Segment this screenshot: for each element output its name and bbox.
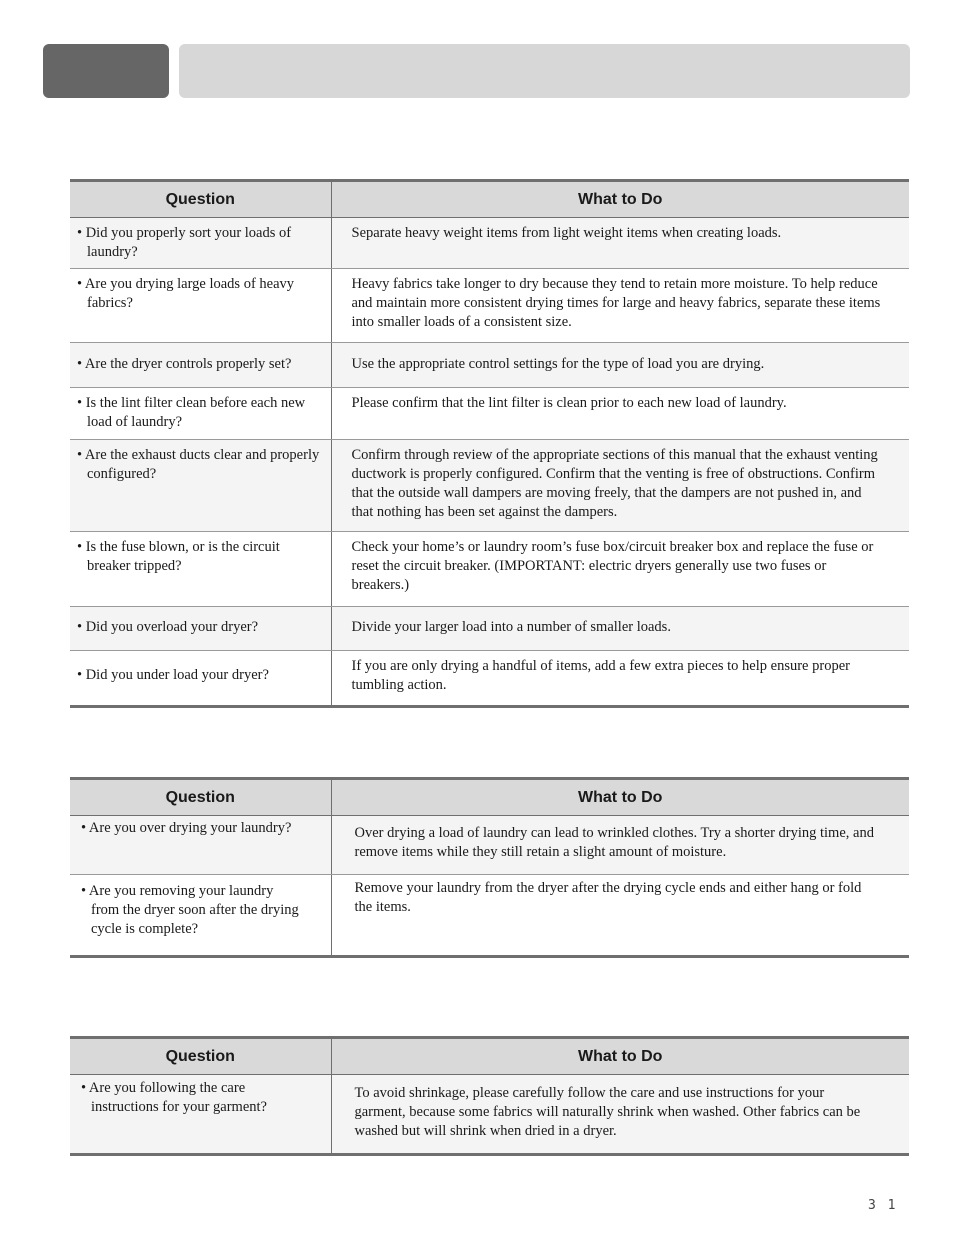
troubleshooting-table-shrinking	[70, 1036, 909, 1156]
answer-cell: Separate heavy weight items from light weight items when creating loads.	[331, 218, 909, 269]
question-cell: • Did you overload your dryer?	[70, 607, 331, 651]
column-header-what-to-do: What to Do	[331, 1038, 909, 1075]
answer-cell: Over drying a load of laundry can lead to wrinkled clothes. Try a shorter drying time, and remove items while they still retain a slight amount of moisture.	[331, 816, 909, 875]
table-row	[70, 440, 909, 532]
column-header-what-to-do: What to Do	[331, 181, 909, 218]
table-row	[70, 607, 909, 651]
answer-cell: Check your home’s or laundry room’s fuse box/circuit breaker box and replace the fuse or reset the circuit breaker. (IMPORTANT: electric dryers generally use two fuses or breakers.)	[331, 532, 909, 607]
question-cell: • Is the lint filter clean before each new load of laundry?	[70, 388, 331, 440]
table-row	[70, 875, 909, 957]
table-row	[70, 269, 909, 343]
answer-cell: Confirm through review of the appropriate sections of this manual that the exhaust venting ductwork is properly configured. Confirm that the venting is free of obstructions. Confirm that the outside wall dampers are moving freely, that the dampers are not pushed in, and that nothing has been set against the dampers.	[331, 440, 909, 532]
answer-cell: To avoid shrinkage, please carefully follow the care and use instructions for your garment, because some fabrics will naturally shrink when washed. Other fabrics can be washed but will shrink when dried in a dryer.	[331, 1075, 909, 1155]
column-header-question: Question	[70, 779, 331, 816]
question-cell: • Are the exhaust ducts clear and properly configured?	[70, 440, 331, 532]
question-cell: • Did you properly sort your loads of laundry?	[70, 218, 331, 269]
answer-cell: If you are only drying a handful of items, add a few extra pieces to help ensure proper tumbling action.	[331, 651, 909, 707]
page-number: 3 1	[868, 1198, 898, 1213]
table-row	[70, 343, 909, 388]
table-header-row	[70, 1038, 909, 1075]
table-row	[70, 388, 909, 440]
table-header-row	[70, 779, 909, 816]
question-cell: • Is the fuse blown, or is the circuit breaker tripped?	[70, 532, 331, 607]
answer-cell: Heavy fabrics take longer to dry because they tend to retain more moisture. To help reduce and maintain more consistent drying times for large and heavy fabrics, separate these items into smaller loads of a consistent size.	[331, 269, 909, 343]
question-cell: • Are you removing your laundry from the dryer soon after the drying cycle is complete?	[70, 875, 331, 957]
table-header-row	[70, 181, 909, 218]
table-row	[70, 1075, 909, 1155]
troubleshooting-table-drying-time	[70, 179, 909, 708]
answer-cell: Remove your laundry from the dryer after the drying cycle ends and either hang or fold the items.	[331, 875, 909, 957]
question-cell: • Did you under load your dryer?	[70, 651, 331, 707]
column-header-question: Question	[70, 1038, 331, 1075]
troubleshooting-table-wrinkling	[70, 777, 909, 958]
column-header-what-to-do: What to Do	[331, 779, 909, 816]
table-row	[70, 532, 909, 607]
question-cell: • Are the dryer controls properly set?	[70, 343, 331, 388]
answer-cell: Please confirm that the lint filter is clean prior to each new load of laundry.	[331, 388, 909, 440]
table-row	[70, 816, 909, 875]
answer-cell: Divide your larger load into a number of smaller loads.	[331, 607, 909, 651]
header-tab-dark	[43, 44, 169, 98]
question-cell: • Are you drying large loads of heavy fabrics?	[70, 269, 331, 343]
question-cell: • Are you over drying your laundry?	[70, 816, 331, 875]
question-cell: • Are you following the care instructions for your garment?	[70, 1075, 331, 1155]
table-row	[70, 218, 909, 269]
answer-cell: Use the appropriate control settings for the type of load you are drying.	[331, 343, 909, 388]
column-header-question: Question	[70, 181, 331, 218]
header-title-bar	[179, 44, 910, 98]
table-row	[70, 651, 909, 707]
